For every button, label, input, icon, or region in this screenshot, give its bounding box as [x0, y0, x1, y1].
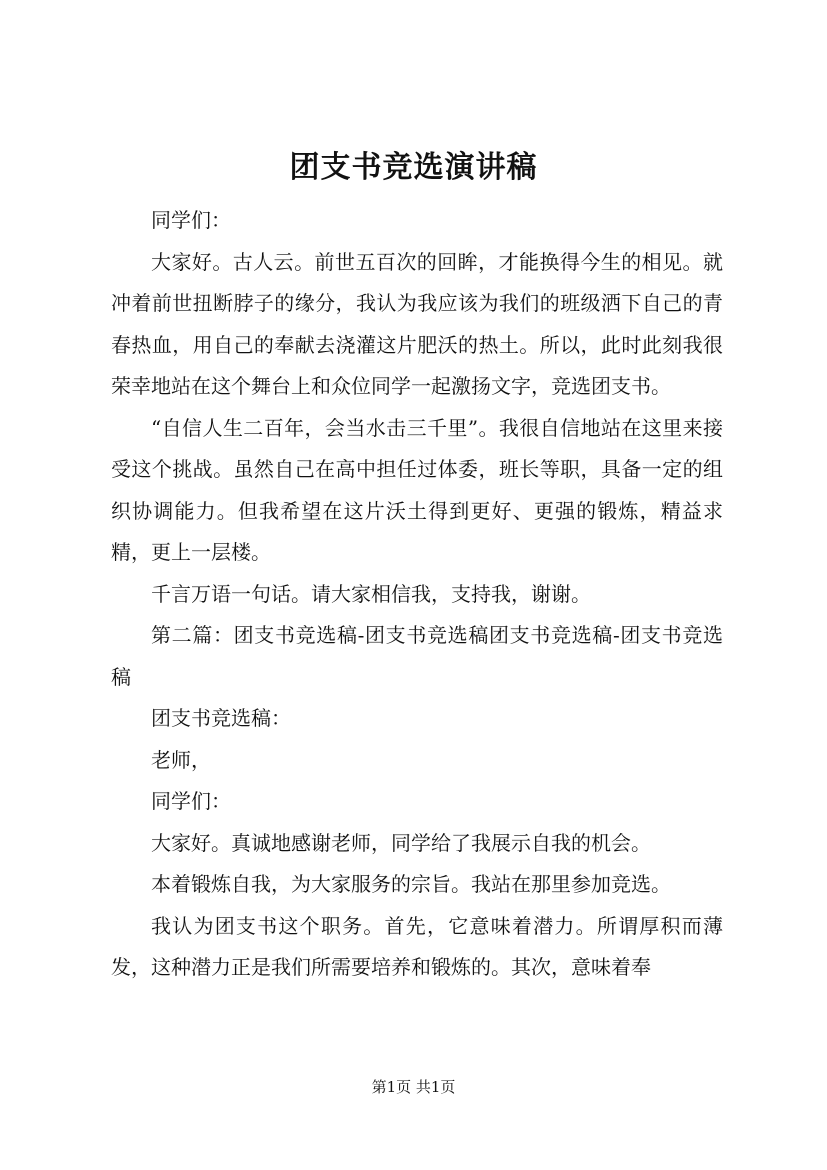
- document-title: 团支书竞选演讲稿: [289, 150, 538, 185]
- paragraph-salutation-students: 同学们：: [151, 789, 231, 813]
- paragraph-salutation-teacher: 老师，: [151, 747, 211, 772]
- paragraph-4: 大家好。真诚地感谢老师，同学给了我展示自我的机会。: [151, 830, 651, 855]
- paragraph-6: 我认为团支书这个职务。首先，它意味着潜力。所谓厚积而薄发，这种潜力正是我们所需要培养和锻炼的。其次，意味着奉: [111, 913, 723, 979]
- paragraph-greeting: 同学们：: [151, 208, 231, 232]
- paragraph-5: 本着锻炼自我，为大家服务的宗旨。我站在那里参加竞选。: [151, 872, 671, 896]
- page-footer: 第1页 共1页: [371, 1078, 456, 1096]
- paragraph-section-heading: 第二篇：团支书竞选稿-团支书竞选稿团支书竞选稿-团支书竞选稿: [111, 623, 723, 689]
- document-body: [111, 200, 723, 989]
- paragraph-1: 大家好。古人云。前世五百次的回眸，才能换得今生的相见。就冲着前世扭断脖子的缘分，我认为我应该为我们的班级洒下自己的青春热血，用自己的奉献去浇灌这片肥沃的热土。所以，此时此刻我很荣幸地站在这个舞台上和众位同学一起激扬文字，竞选团支书。: [111, 249, 723, 398]
- paragraph-3: 千言万语一句话。请大家相信我，支持我，谢谢。: [151, 581, 591, 606]
- paragraph-2: “自信人生二百年，会当水击三千里”。我很自信地站在这里来接受这个挑战。虽然自己在高中担任过体委，班长等职，具备一定的组织协调能力。但我希望在这片沃土得到更好、更强的锻炼，精益求精，更上一层楼。: [111, 415, 723, 564]
- paragraph-subtitle: 团支书竞选稿：: [151, 706, 291, 730]
